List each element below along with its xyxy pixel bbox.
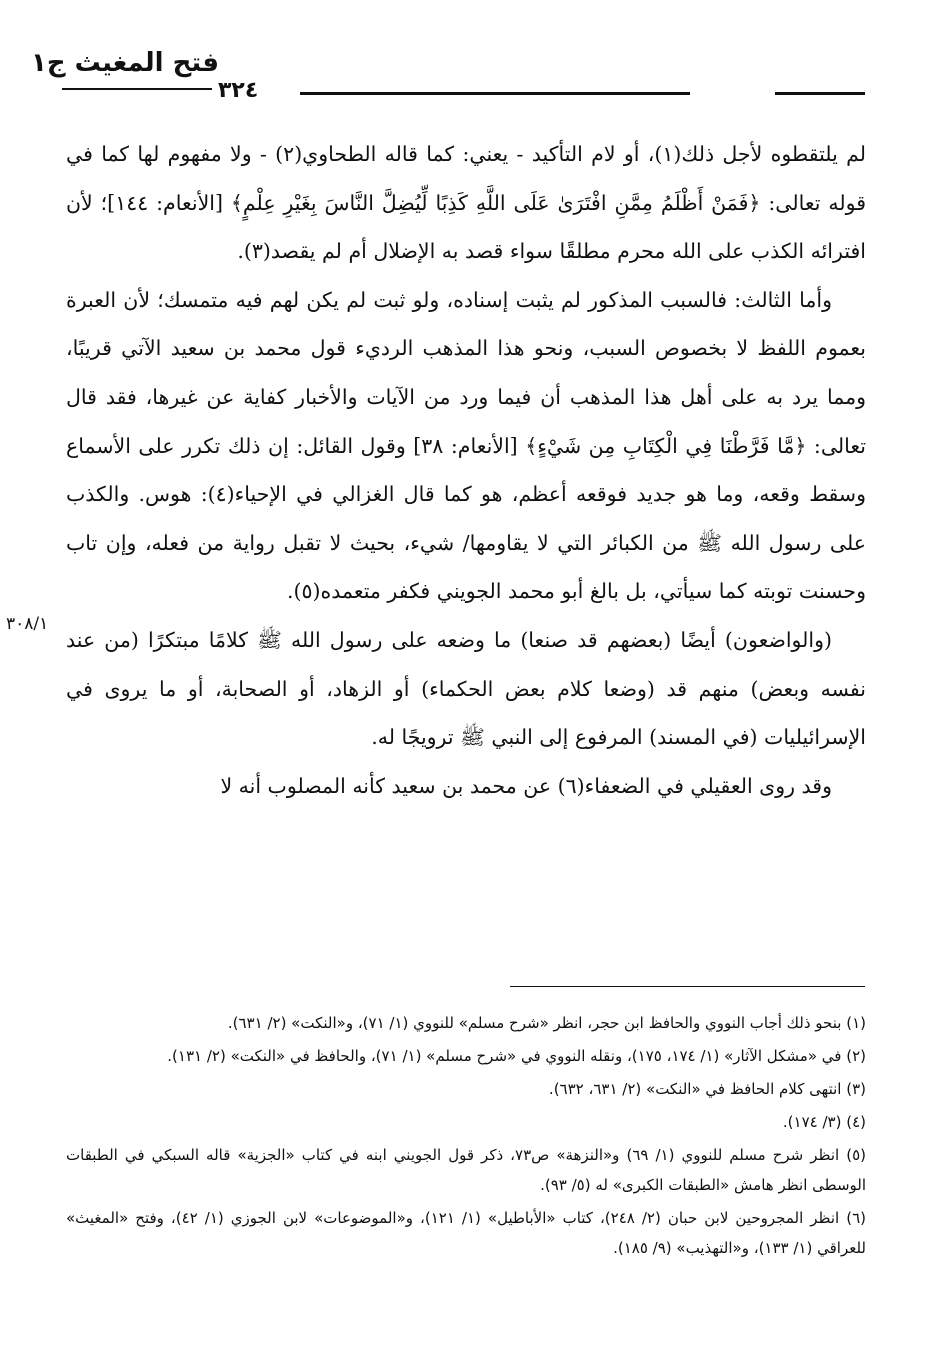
footnote-separator	[510, 986, 865, 987]
paragraph-1: لم يلتقطوه لأجل ذلك(١)، أو لام التأكيد - يعني: كما قاله الطحاوي(٢) - ولا مفهوم لها كما في قوله تعالى: ﴿فَمَنْ أَظْلَمُ مِمَّنِ افْتَرَىٰ عَلَى اللَّهِ كَذِبًا لِّيُضِلَّ النَّاسَ بِغَيْرِ عِلْمٍ﴾ [الأنعام: ١٤٤]؛ لأن افترائه الكذب على الله محرم مطلقًا سواء قصد به الإضلال أم لم يقصد(٣).	[66, 142, 866, 264]
header-rule-right	[775, 92, 865, 95]
paragraph-4: وقد روى العقيلي في الضعفاء(٦) عن محمد بن سعيد كأنه المصلوب أنه لا	[220, 773, 832, 798]
footnote-6: (٦) انظر المجروحين لابن حبان (٢/ ٢٤٨)، كتاب «الأباطيل» (١/ ١٢١)، و«الموضوعات» لابن الجوزي (١/ ٤٢)، وفتح «المغيث» للعراقي (١/ ١٣٣)، و«التهذيب» (٩/ ١٨٥).	[66, 1209, 866, 1257]
paragraph-2: وأما الثالث: فالسبب المذكور لم يثبت إسناده، ولو ثبت لم يكن لهم فيه متمسك؛ لأن العبرة بعموم اللفظ لا بخصوص السبب، ونحو هذا المذهب الرديء قول محمد بن سعيد الآتي قريبًا، ومما يرد به على أهل هذا المذهب أن فيما ورد من الآيات والأخبار كفاية عن غيرها، فقد قال تعالى: ﴿مَّا فَرَّطْنَا فِي الْكِتَابِ مِن شَيْءٍ﴾ [الأنعام: ٣٨] وقول القائل: إن ذلك تكرر على الأسماع وسقط وقعه، وما هو جديد فوقعه أعظم، هو كما قال الغزالي في الإحياء(٤): هوس. والكذب على رسول الله ﷺ من الكبائر التي لا يقاومها/ شيء، بحيث لا تقبل رواية من فعله، وإن تاب وحسنت توبته كما سيأتي، بل بالغ أبو محمد الجويني فكفر متعمده(٥).	[66, 287, 866, 604]
footnotes	[66, 1008, 866, 1266]
header-rule-left	[62, 88, 212, 90]
footnote-3: (٣) انتهى كلام الحافظ في «النكت» (٢/ ٦٣١، ٦٣٢).	[548, 1080, 866, 1098]
header-rule-middle	[300, 92, 690, 95]
page-number: ٣٢٤	[218, 78, 259, 103]
footnote-2: (٢) في «مشكل الآثار» (١/ ١٧٤، ١٧٥)، ونقله النووي في «شرح مسلم» (١/ ٧١)، والحافظ في «النكت» (٢/ ١٣١).	[167, 1047, 866, 1065]
margin-page-reference: ٣٠٨/١	[6, 614, 49, 634]
paragraph-3: (والواضعون) أيضًا (بعضهم قد صنعا) ما وضعه على رسول الله ﷺ كلامًا مبتكرًا (من عند نفسه وبعض) منهم قد (وضعا كلام بعض الحكماء) أو الزهاد، أو الصحابة، أو ما يروى في الإسرائيليات (في المسند) المرفوع إلى النبي ﷺ ترويجًا له.	[66, 627, 866, 750]
footnote-5: (٥) انظر شرح مسلم للنووي (١/ ٦٩) و«النزهة» ص٧٣، ذكر قول الجويني ابنه في كتاب «الجزية» قاله السبكي في الطبقات الوسطى انظر هامش «الطبقات الكبرى» له (٥/ ٩٣).	[66, 1146, 866, 1194]
main-text	[66, 130, 866, 810]
running-header-title: فتح المغيث ج١	[30, 48, 219, 78]
footnote-1: (١) بنحو ذلك أجاب النووي والحافظ ابن حجر، انظر «شرح مسلم» للنووي (١/ ٧١)، و«النكت» (٢/ ٦٣١).	[227, 1014, 866, 1032]
footnote-4: (٤) (٣/ ١٧٤).	[782, 1113, 866, 1131]
